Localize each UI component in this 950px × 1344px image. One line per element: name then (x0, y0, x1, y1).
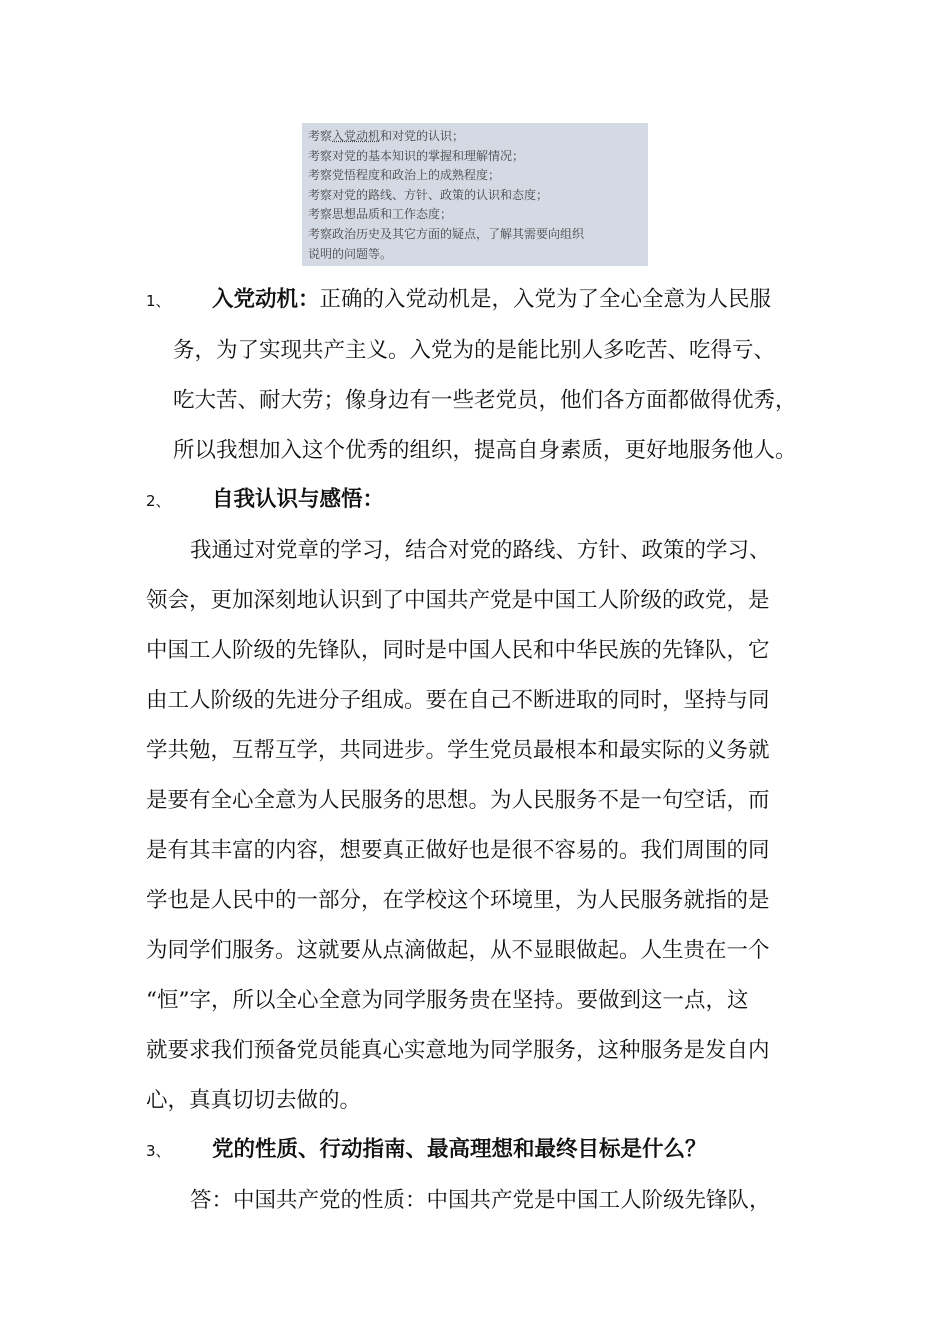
item-title: 党的性质、行动指南、最高理想和最终目标是什么？ (212, 1137, 707, 1162)
item-title: 入党动机： (212, 287, 320, 312)
body-line: 是有其丰富的内容，想要真正做好也是很不容易的。我们周围的同 (146, 838, 770, 863)
body-line: 学共勉，互帮互学，共同进步。学生党员最根本和最实际的义务就 (146, 738, 770, 763)
body-line: 所以我想加入这个优秀的组织，提高自身素质，更好地服务他人。 (173, 438, 797, 463)
info-text: 和对党的认识； (380, 129, 465, 143)
info-line (308, 127, 648, 147)
body-text: 正确的入党动机是，入党为了全心全意为人民服 (319, 287, 772, 312)
info-line: 考察思想品质和工作态度； (308, 207, 453, 222)
info-line: 考察政治历史及其它方面的疑点，了解其需要向组织 (308, 226, 585, 241)
body-line: 领会，更加深刻地认识到了中国共产党是中国工人阶级的政党，是 (146, 588, 770, 613)
body-line: 是要有全心全意为人民服务的思想。为人民服务不是一句空话，而 (146, 788, 770, 813)
body-line: 务，为了实现共产主义。入党为的是能比别人多吃苦、吃得亏、 (173, 338, 776, 363)
body-line: 中国工人阶级的先锋队，同时是中国人民和中华民族的先锋队，它 (146, 638, 770, 663)
body-line: 心，真真切切去做的。 (146, 1088, 362, 1113)
info-line: 考察对党的基本知识的掌握和理解情况； (308, 148, 525, 163)
body-line: 吃大苦、耐大劳；像身边有一些老党员，他们各方面都做得优秀， (173, 388, 797, 413)
info-line: 考察对党的路线、方针、政策的认识和态度； (308, 187, 549, 202)
info-text-underlined: 入党动机 (332, 129, 381, 143)
info-text: 考察 (308, 129, 333, 143)
body-line: 我通过对党章的学习，结合对党的路线、方针、政策的学习、 (190, 538, 771, 563)
body-line: 为同学们服务。这就要从点滴做起，从不显眼做起。人生贵在一个 (146, 938, 770, 963)
item-number: 3、 (146, 1142, 171, 1160)
info-image-box (302, 123, 648, 266)
info-line: 考察党悟程度和政治上的成熟程度； (308, 168, 501, 183)
body-line: 由工人阶级的先进分子组成。要在自己不断进取的同时，坚持与同 (146, 688, 770, 713)
info-line: 说明的问题等。 (308, 246, 393, 261)
body-line: 答：中国共产党的性质：中国共产党是中国工人阶级先锋队， (190, 1188, 771, 1213)
body-line: “恒”字，所以全心全意为同学服务贵在坚持。要做到这一点，这 (146, 988, 749, 1013)
body-line: 就要求我们预备党员能真心实意地为同学服务，这种服务是发自内 (146, 1038, 770, 1063)
item-number: 2、 (146, 492, 171, 510)
body-line: 学也是人民中的一部分，在学校这个环境里，为人民服务就指的是 (146, 888, 770, 913)
item1-line1 (212, 285, 771, 315)
item-title: 自我认识与感悟： (212, 487, 385, 512)
item-number: 1、 (146, 292, 171, 310)
